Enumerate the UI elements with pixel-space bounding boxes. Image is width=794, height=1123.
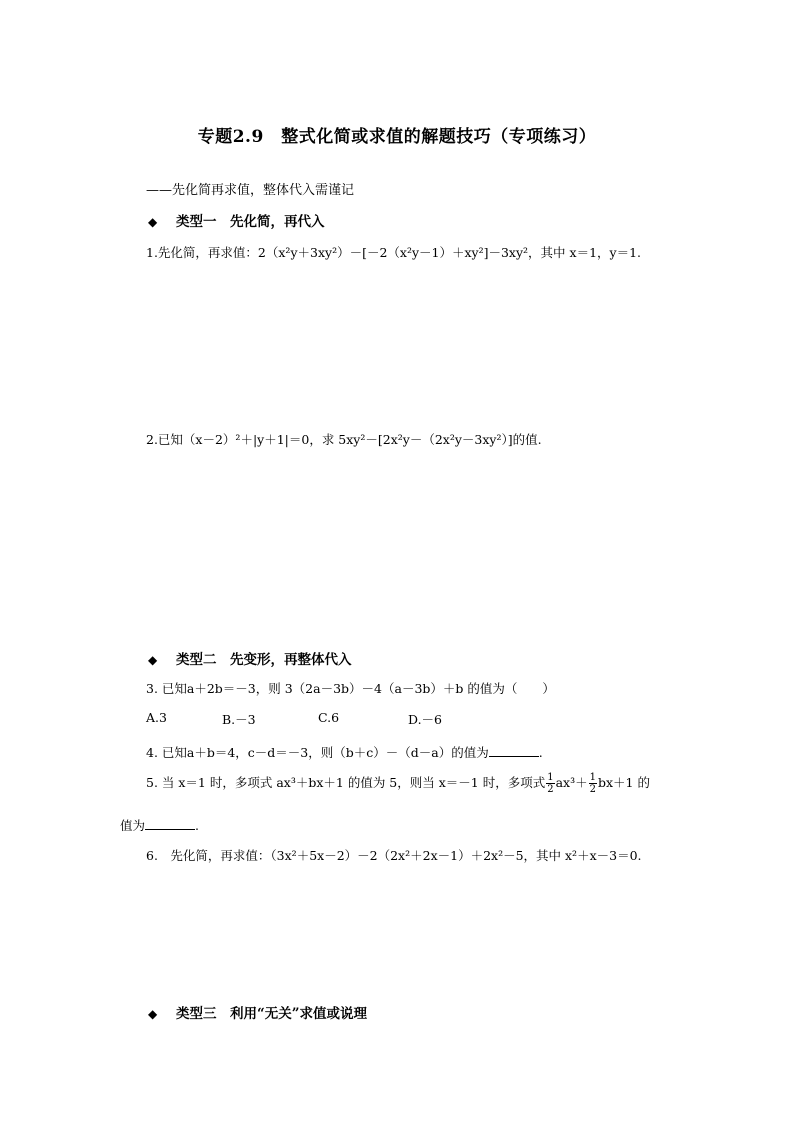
section-label: 类型一 先化简，再代入 bbox=[176, 214, 325, 230]
period: . bbox=[538, 745, 543, 760]
diamond-bullet-icon: ◆ bbox=[148, 215, 158, 229]
section-heading-2 bbox=[148, 648, 352, 668]
question-5-text: 5. 当 x＝1 时，多项式 ax³＋bx＋1 的值为 5，则当 x＝－1 时，多项式 bbox=[146, 775, 546, 790]
question-5-text: 值为 bbox=[120, 818, 146, 833]
fraction-one-half bbox=[589, 772, 597, 795]
question-1: 1.先化简，再求值：2（x²y＋3xy²）－[－2（x²y－1）＋xy²]－3xy²，其中 x＝1，y＝1. bbox=[146, 245, 642, 260]
section-heading-3 bbox=[148, 1002, 367, 1022]
option-a: A.3 bbox=[146, 710, 167, 725]
diamond-bullet-icon: ◆ bbox=[148, 1007, 158, 1021]
question-3: 3. 已知a＋2b＝－3，则 3（2a－3b）－4（a－3b）＋b 的值为（ ） bbox=[146, 681, 555, 696]
fraction-numerator: 1 bbox=[547, 772, 554, 783]
answer-blank[interactable] bbox=[489, 745, 539, 757]
question-6: 6. 先化简，再求值：（3x²＋5x－2）－2（2x²＋2x－1）＋2x²－5，其中 x²＋x－3＝0. bbox=[146, 848, 642, 863]
section-label: 类型三 利用“无关”求值或说理 bbox=[176, 1006, 368, 1022]
question-2: 2.已知（x－2）²＋|y＋1|＝0，求 5xy²－[2x²y－（2x²y－3xy²）]的值. bbox=[146, 432, 542, 447]
question-5 bbox=[146, 772, 650, 795]
fraction-numerator: 1 bbox=[589, 772, 596, 783]
question-4 bbox=[146, 743, 543, 761]
answer-blank[interactable] bbox=[145, 818, 195, 830]
option-b: B.－3 bbox=[222, 712, 256, 727]
fraction-one-half bbox=[546, 772, 554, 795]
question-5-term: bx＋1 的 bbox=[597, 775, 650, 790]
period: . bbox=[195, 818, 199, 833]
option-c: C.6 bbox=[318, 710, 340, 725]
page-title: 专题2.9 整式化简或求值的解题技巧（专项练习） bbox=[197, 127, 597, 147]
section-label: 类型二 先变形，再整体代入 bbox=[176, 652, 352, 668]
question-5-term: ax³＋ bbox=[555, 775, 588, 790]
fraction-denominator: 2 bbox=[547, 784, 554, 795]
subtitle: ——先化简再求值，整体代入需谨记 bbox=[146, 183, 355, 198]
question-4-text: 4. 已知a＋b＝4，c－d＝－3，则（b＋c）－（d－a）的值为 bbox=[146, 745, 489, 760]
fraction-denominator: 2 bbox=[589, 784, 596, 795]
diamond-bullet-icon: ◆ bbox=[148, 653, 158, 667]
option-d: D.－6 bbox=[408, 712, 443, 727]
section-heading-1 bbox=[148, 210, 325, 230]
question-5-line-2 bbox=[120, 816, 199, 834]
